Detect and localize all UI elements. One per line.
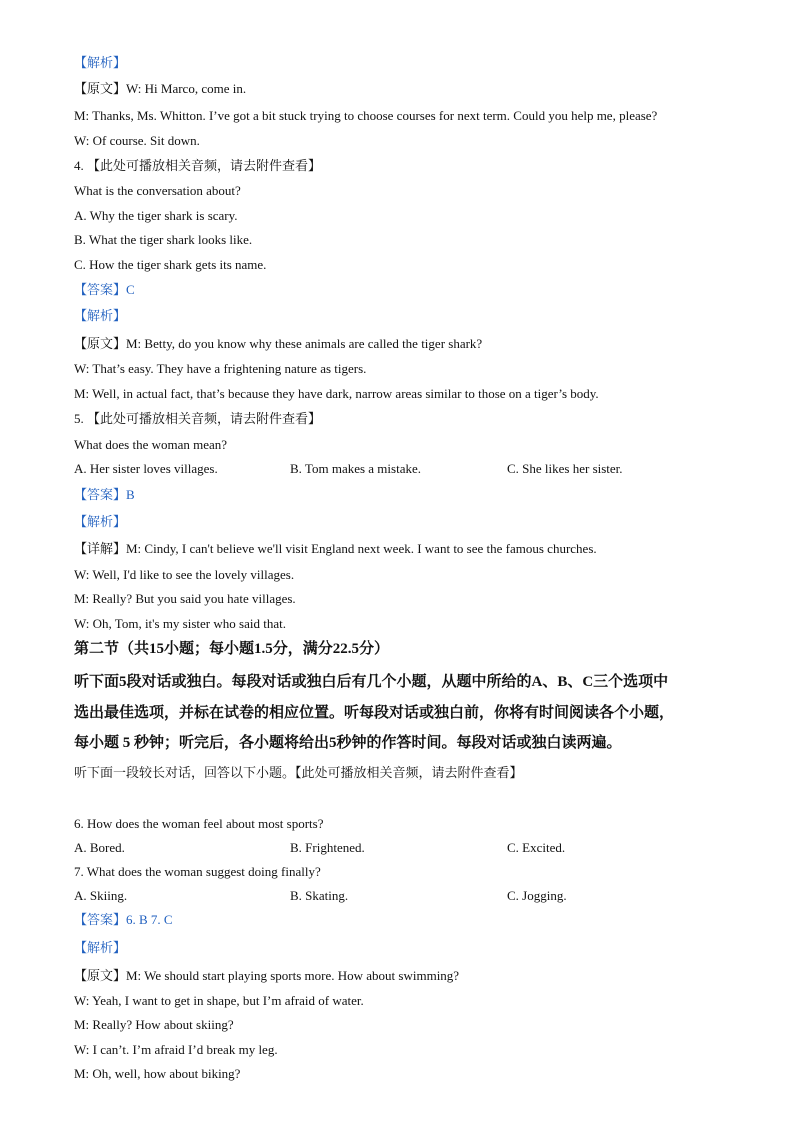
option-a: A. Bored.	[74, 840, 125, 855]
question-4-heading: 4. 【此处可播放相关音频，请去附件查看】	[74, 158, 322, 173]
question-4-text: What is the conversation about?	[74, 183, 241, 198]
option-b: B. Frightened.	[290, 840, 365, 855]
answer-label: 【答案】C	[74, 282, 135, 297]
transcript-line: 【原文】M: Betty, do you know why these animals are called the tiger shark?	[74, 336, 483, 351]
transcript-line: M: Well, in actual fact, that’s because they have dark, narrow areas similar to those on a tiger’s body.	[74, 386, 599, 401]
option-c: C. How the tiger shark gets its name.	[74, 257, 267, 272]
listening-instruction: 听下面一段较长对话，回答以下小题。【此处可播放相关音频，请去附件查看】	[74, 765, 523, 780]
transcript-line: M: Really? How about skiing?	[74, 1017, 234, 1032]
transcript-line: W: Well, I'd like to see the lovely villages.	[74, 567, 295, 582]
option-b: B. What the tiger shark looks like.	[74, 232, 253, 247]
section-instructions: 选出最佳选项，并标在试卷的相应位置。听每段对话或独白前，你将有时间阅读各个小题，	[74, 705, 675, 721]
option-a: A. Skiing.	[74, 888, 128, 903]
question-6-text: 6. How does the woman feel about most sports?	[74, 816, 324, 831]
question-5-heading: 5. 【此处可播放相关音频，请去附件查看】	[74, 411, 322, 426]
question-7-text: 7. What does the woman suggest doing finally?	[74, 864, 321, 879]
transcript-line: W: Yeah, I want to get in shape, but I’m afraid of water.	[74, 993, 364, 1008]
transcript-line: W: I can’t. I’m afraid I’d break my leg.	[74, 1042, 278, 1057]
transcript-line: W: Of course. Sit down.	[74, 133, 200, 148]
question-5-text: What does the woman mean?	[74, 437, 228, 452]
option-c: C. Jogging.	[507, 888, 567, 903]
analysis-label: 【解析】	[74, 514, 127, 529]
transcript-line: W: Oh, Tom, it's my sister who said that.	[74, 616, 286, 631]
option-b: B. Skating.	[290, 888, 349, 903]
transcript-line: M: Oh, well, how about biking?	[74, 1066, 241, 1081]
section-heading: 第二节（共15小题；每小题1.5分，满分22.5分）	[74, 641, 390, 657]
analysis-label: 【解析】	[74, 55, 127, 70]
transcript-line: 【原文】M: We should start playing sports more. How about swimming?	[74, 968, 460, 983]
option-a: A. Why the tiger shark is scary.	[74, 208, 238, 223]
option-c: C. She likes her sister.	[507, 461, 623, 476]
option-b: B. Tom makes a mistake.	[290, 461, 421, 476]
section-instructions: 听下面5段对话或独白。每段对话或独白后有几个小题，从题中所给的A、B、C三个选项中	[74, 674, 669, 690]
answer-label: 【答案】6. B 7. C	[74, 912, 173, 927]
transcript-line: W: That’s easy. They have a frightening nature as tigers.	[74, 361, 367, 376]
answer-label: 【答案】B	[74, 487, 135, 502]
transcript-line: M: Really? But you said you hate villages.	[74, 591, 296, 606]
option-a: A. Her sister loves villages.	[74, 461, 218, 476]
analysis-label: 【解析】	[74, 940, 127, 955]
transcript-line: 【详解】M: Cindy, I can't believe we'll visit England next week. I want to see the famous churches.	[74, 541, 597, 556]
analysis-label: 【解析】	[74, 308, 127, 323]
section-instructions: 每小题 5 秒钟；听完后，各小题将给出5秒钟的作答时间。每段对话或独白读两遍。	[74, 735, 622, 751]
transcript-line: 【原文】W: Hi Marco, come in.	[74, 81, 247, 96]
option-c: C. Excited.	[507, 840, 566, 855]
transcript-line: M: Thanks, Ms. Whitton. I’ve got a bit stuck trying to choose courses for next term. Could you help me, please?	[74, 108, 658, 123]
